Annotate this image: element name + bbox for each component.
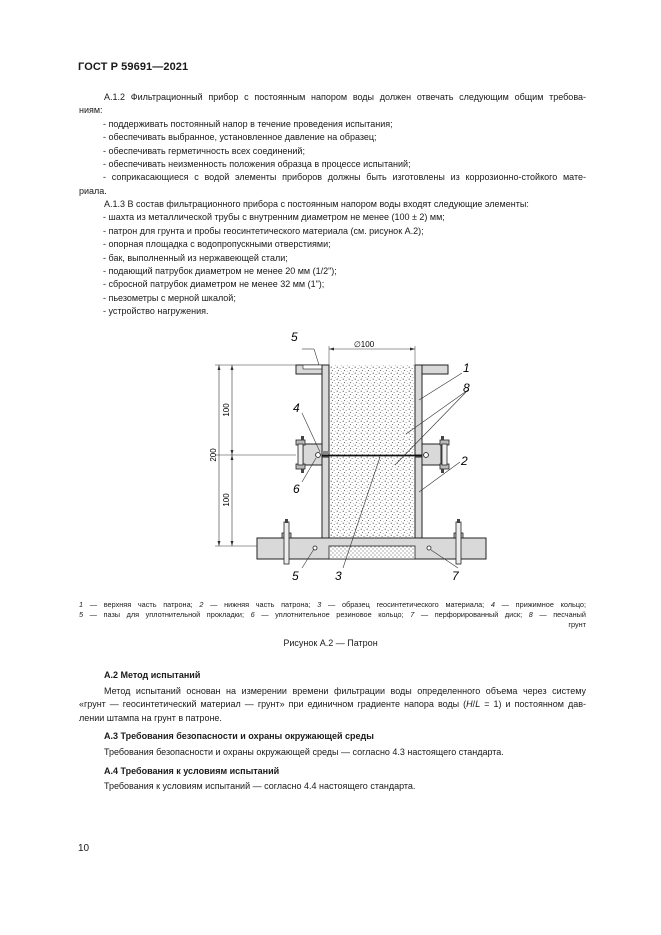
label-7: 7 bbox=[452, 569, 459, 583]
a12-item: - соприкасающиеся с водой элементы приборов должны быть изготовлены из коррозионно-стойкого мате- bbox=[103, 172, 586, 183]
a12-item: - обеспечивать неизменность положения образца в процессе испытаний; bbox=[103, 159, 411, 170]
a12-item: - обеспечивать выбранное, установленное давление на образец; bbox=[103, 132, 377, 143]
a2-line1: Метод испытаний основан на измерении времени фильтрации воды определенного объема через систему bbox=[104, 686, 586, 696]
a3-text: Требования безопасности и охраны окружающей среды — согласно 4.3 настоящего стандарта. bbox=[104, 747, 504, 757]
a12-item: - обеспечивать герметичность всех соединений; bbox=[103, 145, 305, 156]
a13-intro: А.1.3 В состав фильтрационного прибора с постоянным напором воды входят следующие элементы: bbox=[104, 199, 529, 209]
a12-item: - поддерживать постоянный напор в течение проведения испытания; bbox=[103, 118, 393, 129]
a13-item: - пьезометры с мерной шкалой; bbox=[103, 292, 236, 303]
top-flange-right bbox=[421, 365, 448, 374]
key-line-3: грунт bbox=[568, 620, 586, 629]
a4-body bbox=[79, 780, 586, 793]
a2-heading: А.2 Метод испытаний bbox=[104, 670, 201, 680]
a3-body bbox=[79, 746, 586, 759]
label-5-top: 5 bbox=[291, 330, 298, 344]
label-3: 3 bbox=[335, 569, 342, 583]
a13-item: - подающий патрубок диаметром не менее 20 мм (1/2"); bbox=[103, 266, 337, 277]
a12-line1: А.1.2 Фильтрационный прибор с постоянным напором воды должен отвечать следующим общим требова- bbox=[104, 92, 586, 102]
a3-heading: А.3 Требования безопасности и охраны окружающей среды bbox=[104, 731, 374, 741]
a13-item: - сбросной патрубок диаметром не менее 32 мм (1"); bbox=[103, 279, 325, 290]
a13-item: - устройство нагружения. bbox=[103, 306, 209, 317]
a13-item: - шахта из металлической трубы с внутренним диаметром не менее (100 ± 2) мм; bbox=[103, 212, 445, 223]
clamp-ring bbox=[322, 451, 329, 454]
upper-wall-right bbox=[415, 365, 422, 455]
a2-line3: лении штампа на грунт в патроне. bbox=[79, 712, 222, 723]
dim-upper: 100 bbox=[222, 403, 231, 417]
rubber-ring-left bbox=[316, 453, 321, 458]
label-2: 2 bbox=[461, 454, 468, 468]
lower-wall-left bbox=[322, 457, 329, 543]
a4-heading: А.4 Требования к условиям испытаний bbox=[104, 766, 280, 776]
dim-diameter: ∅100 bbox=[353, 340, 375, 349]
label-4: 4 bbox=[293, 401, 300, 415]
label-5-bottom: 5 bbox=[292, 569, 299, 583]
perforated-disc bbox=[329, 546, 415, 559]
key-line-2: 5 — пазы для уплотнительной прокладки; 6 — уплотнительное резиновое кольцо; 7 — перфорированный диск; 8 — песчаный bbox=[79, 610, 587, 619]
a13-item: - опорная площадка с водопропускными отверстиями; bbox=[103, 239, 331, 250]
a12-line2: ниям: bbox=[79, 105, 103, 116]
lower-wall-right bbox=[415, 457, 422, 543]
a4-text: Требования к условиям испытаний — согласно 4.4 настоящего стандарта. bbox=[104, 781, 416, 791]
bolt-right bbox=[456, 522, 461, 564]
key-line-1: 1 — верхняя часть патрона; 2 — нижняя часть патрона; 3 — образец геосинтетического материала; 4 — прижимное кольцо; bbox=[79, 600, 587, 609]
upper-wall-left bbox=[322, 365, 329, 455]
bolt-left bbox=[284, 522, 289, 564]
figure-key bbox=[79, 600, 586, 630]
figure-title: Рисунок А.2 — Патрон bbox=[283, 638, 378, 648]
section-a12 bbox=[79, 91, 586, 198]
cartridge-drawing bbox=[0, 320, 661, 590]
a12-item-cont: риала. bbox=[79, 185, 107, 196]
dim-lower: 100 bbox=[222, 493, 231, 507]
a13-item: - патрон для грунта и пробы геосинтетического материала (см. рисунок А.2); bbox=[103, 225, 424, 236]
a2-line2: «грунт — геосинтетический материал — грунт» при единичном градиенте напора воды (H/L = 1) и постоянном дав- bbox=[79, 699, 586, 710]
label-6: 6 bbox=[293, 482, 300, 496]
a2-body bbox=[79, 685, 586, 725]
document-header: ГОСТ Р 59691—2021 bbox=[78, 61, 189, 73]
label-8: 8 bbox=[463, 381, 470, 395]
dim-total: 200 bbox=[209, 448, 218, 462]
section-a13 bbox=[79, 198, 586, 319]
a13-item: - бак, выполненный из нержавеющей стали; bbox=[103, 252, 288, 263]
page-number: 10 bbox=[78, 843, 90, 854]
label-1: 1 bbox=[463, 361, 470, 375]
rubber-ring-right bbox=[424, 453, 429, 458]
